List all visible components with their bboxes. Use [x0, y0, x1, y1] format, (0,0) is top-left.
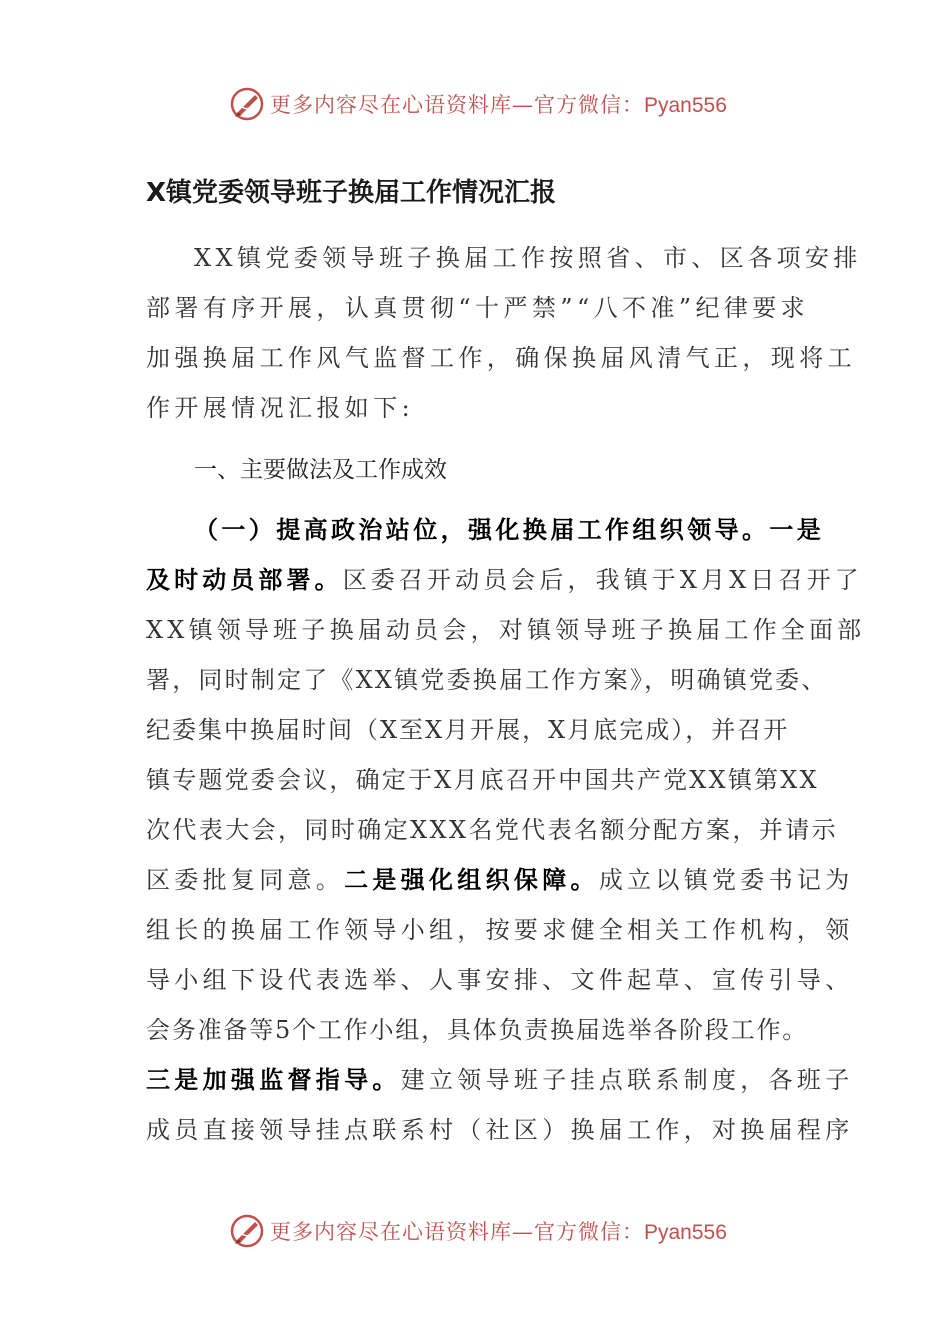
subsection-line-3: XX镇领导班子换届动员会，对镇领导班子换届工作全面部 — [146, 616, 866, 644]
subsection-line-6: 镇专题党委会议，确定于X月底召开中国共产党XX镇第XX — [146, 766, 819, 794]
section-heading: 一、主要做法及工作成效 — [194, 457, 447, 483]
watermark-banner-top — [228, 84, 727, 124]
watermark-text: 更多内容尽在心语资料库—官方微信：Pyan556 — [270, 93, 727, 117]
point-1-label: 一是 — [769, 515, 825, 544]
document-title: X镇党委领导班子换届工作情况汇报 — [146, 178, 557, 208]
subsection-line-7: 次代表大会，同时确定XXX名党代表名额分配方案，并请示 — [146, 816, 839, 844]
subsection-line-13: 成员直接领导挂点联系村（社区）换届工作，对换届程序 — [146, 1116, 854, 1144]
point-1-title: 及时动员部署。 — [146, 565, 343, 594]
subsection-line-8-text-b: 成立以镇党委书记为 — [598, 866, 854, 894]
pen-circle-logo-icon — [228, 85, 266, 123]
subsection-line-2-text: 区委召开动员会后，我镇于X月X日召开了 — [342, 566, 863, 594]
intro-line-1: XX镇党委领导班子换届工作按照省、市、区各项安排 — [194, 244, 862, 272]
intro-line-4: 作开展情况汇报如下: — [146, 394, 415, 422]
watermark-text: 更多内容尽在心语资料库—官方微信：Pyan556 — [270, 1220, 727, 1244]
subsection-line-1 — [194, 515, 824, 545]
subsection-line-8 — [146, 865, 854, 895]
subsection-heading: （一）提高政治站位，强化换届工作组织领导。 — [194, 515, 770, 544]
subsection-line-12 — [146, 1065, 854, 1095]
subsection-line-11: 会务准备等5个工作小组，具体负责换届选举各阶段工作。 — [146, 1016, 809, 1044]
intro-line-3: 加强换届工作风气监督工作，确保换届风清气正，现将工 — [146, 344, 856, 372]
intro-line-2: 部署有序开展，认真贯彻“十严禁”“八不准”纪律要求 — [146, 294, 810, 322]
subsection-line-12-text: 建立领导班子挂点联系制度，各班子 — [400, 1066, 854, 1094]
subsection-line-4: 署，同时制定了《XX镇党委换届工作方案》，明确镇党委、 — [146, 666, 828, 694]
point-2-title: 二是强化组织保障。 — [344, 865, 599, 894]
subsection-line-10: 导小组下设代表选举、人事安排、文件起草、宣传引导、 — [146, 966, 854, 994]
pen-circle-logo-icon — [228, 1212, 266, 1250]
subsection-line-8-text-a: 区委批复同意。 — [146, 866, 345, 894]
subsection-line-2 — [146, 565, 863, 595]
watermark-banner-bottom — [228, 1211, 727, 1251]
subsection-line-9: 组长的换届工作领导小组，按要求健全相关工作机构，领 — [146, 916, 854, 944]
point-3-title: 三是加强监督指导。 — [146, 1065, 401, 1094]
subsection-line-5: 纪委集中换届时间（X至X月开展，X月底完成），并召开 — [146, 716, 790, 744]
